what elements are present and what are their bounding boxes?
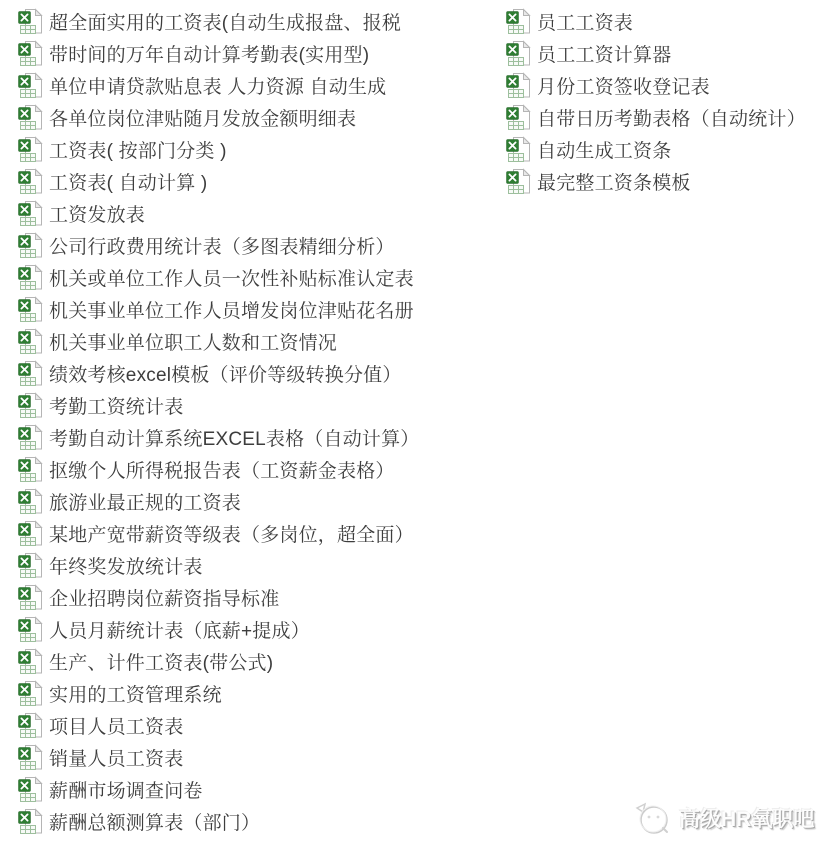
file-name-label: 工资表( 按部门分类 ) (49, 140, 227, 162)
excel-file-icon (18, 520, 44, 547)
excel-file-icon (18, 712, 44, 739)
list-item[interactable] (18, 773, 420, 805)
list-item[interactable] (18, 485, 420, 517)
file-name-label: 公司行政费用统计表（多图表精细分析） (49, 236, 395, 258)
excel-file-icon (18, 744, 44, 771)
excel-file-icon (18, 616, 44, 643)
excel-file-icon (506, 168, 532, 195)
file-list-right-column (506, 5, 806, 197)
list-item[interactable] (18, 517, 420, 549)
excel-file-icon (506, 72, 532, 99)
list-item[interactable] (18, 293, 420, 325)
file-name-label: 项目人员工资表 (49, 716, 184, 738)
file-name-label: 抠缴个人所得税报告表（工资薪金表格） (49, 460, 395, 482)
excel-file-icon (506, 136, 532, 163)
mascot-logo-icon (633, 798, 671, 838)
list-item[interactable] (506, 37, 806, 69)
list-item[interactable] (18, 421, 420, 453)
file-name-label: 企业招聘岗位薪资指导标准 (49, 588, 280, 610)
list-item[interactable] (18, 69, 420, 101)
list-item[interactable] (18, 165, 420, 197)
file-list-left-column (18, 5, 420, 837)
list-item[interactable] (18, 37, 420, 69)
list-item[interactable] (18, 549, 420, 581)
excel-file-icon (18, 680, 44, 707)
file-name-label: 年终奖发放统计表 (49, 556, 203, 578)
excel-file-icon (18, 40, 44, 67)
file-name-label: 考勤工资统计表 (49, 396, 184, 418)
list-item[interactable] (18, 453, 420, 485)
list-item[interactable] (18, 325, 420, 357)
file-name-label: 销量人员工资表 (49, 748, 184, 770)
list-item[interactable] (18, 5, 420, 37)
list-item[interactable] (18, 197, 420, 229)
file-name-label: 各单位岗位津贴随月发放金额明细表 (49, 108, 357, 130)
excel-file-icon (18, 456, 44, 483)
file-name-label: 人员月薪统计表（底薪+提成） (49, 620, 310, 642)
excel-file-icon (506, 104, 532, 131)
list-item[interactable] (506, 5, 806, 37)
file-name-label: 薪酬总额测算表（部门） (49, 812, 261, 834)
excel-file-icon (506, 40, 532, 67)
list-item[interactable] (18, 805, 420, 837)
excel-file-icon (18, 392, 44, 419)
list-item[interactable] (18, 709, 420, 741)
list-item[interactable] (506, 101, 806, 133)
excel-file-icon (18, 584, 44, 611)
watermark-text: 高级HR氧职吧 (679, 808, 815, 831)
file-name-label: 工资表( 自动计算 ) (49, 172, 208, 194)
list-item[interactable] (506, 69, 806, 101)
file-name-label: 考勤自动计算系统EXCEL表格（自动计算） (49, 428, 420, 450)
excel-file-icon (18, 8, 44, 35)
file-name-label: 工资发放表 (49, 204, 146, 226)
excel-file-icon (18, 488, 44, 515)
excel-file-icon (18, 424, 44, 451)
list-item[interactable] (18, 101, 420, 133)
excel-file-icon (18, 776, 44, 803)
list-item[interactable] (18, 261, 420, 293)
file-name-label: 旅游业最正规的工资表 (49, 492, 242, 514)
file-name-label: 薪酬市场调查问卷 (49, 780, 203, 802)
excel-file-icon (18, 232, 44, 259)
excel-file-icon (18, 136, 44, 163)
list-item[interactable] (18, 229, 420, 261)
file-name-label: 生产、计件工资表(带公式) (49, 652, 274, 674)
file-name-label: 绩效考核excel模板（评价等级转换分值） (49, 364, 402, 386)
excel-file-icon (506, 8, 532, 35)
file-name-label: 超全面实用的工资表(自动生成报盘、报税 (49, 12, 402, 34)
file-name-label: 自动生成工资条 (537, 140, 672, 162)
file-name-label: 月份工资签收登记表 (537, 76, 710, 98)
file-name-label: 最完整工资条模板 (537, 172, 691, 194)
excel-file-icon (18, 296, 44, 323)
list-item[interactable] (18, 357, 420, 389)
list-item[interactable] (18, 645, 420, 677)
file-name-label: 自带日历考勤表格（自动统计） (537, 108, 806, 130)
excel-file-icon (18, 808, 44, 835)
excel-file-icon (18, 168, 44, 195)
list-item[interactable] (18, 677, 420, 709)
excel-file-icon (18, 264, 44, 291)
file-name-label: 机关或单位工作人员一次性补贴标准认定表 (49, 268, 414, 290)
list-item[interactable] (18, 389, 420, 421)
excel-file-icon (18, 648, 44, 675)
file-name-label: 单位申请贷款贴息表 人力资源 自动生成 (49, 76, 387, 98)
file-name-label: 机关事业单位职工人数和工资情况 (49, 332, 338, 354)
file-name-label: 某地产宽带薪资等级表（多岗位，超全面） (49, 524, 414, 546)
excel-file-icon (18, 200, 44, 227)
file-name-label: 机关事业单位工作人员增发岗位津贴花名册 (49, 300, 414, 322)
list-item[interactable] (506, 165, 806, 197)
file-name-label: 员工工资计算器 (537, 44, 672, 66)
file-name-label: 带时间的万年自动计算考勤表(实用型) (49, 44, 370, 66)
list-item[interactable] (18, 741, 420, 773)
list-item[interactable] (18, 581, 420, 613)
excel-file-icon (18, 72, 44, 99)
excel-file-icon (18, 360, 44, 387)
excel-file-icon (18, 104, 44, 131)
file-name-label: 员工工资表 (537, 12, 634, 34)
excel-file-icon (18, 552, 44, 579)
list-item[interactable] (506, 133, 806, 165)
watermark (633, 795, 823, 841)
list-item[interactable] (18, 133, 420, 165)
list-item[interactable] (18, 613, 420, 645)
file-name-label: 实用的工资管理系统 (49, 684, 222, 706)
excel-file-icon (18, 328, 44, 355)
